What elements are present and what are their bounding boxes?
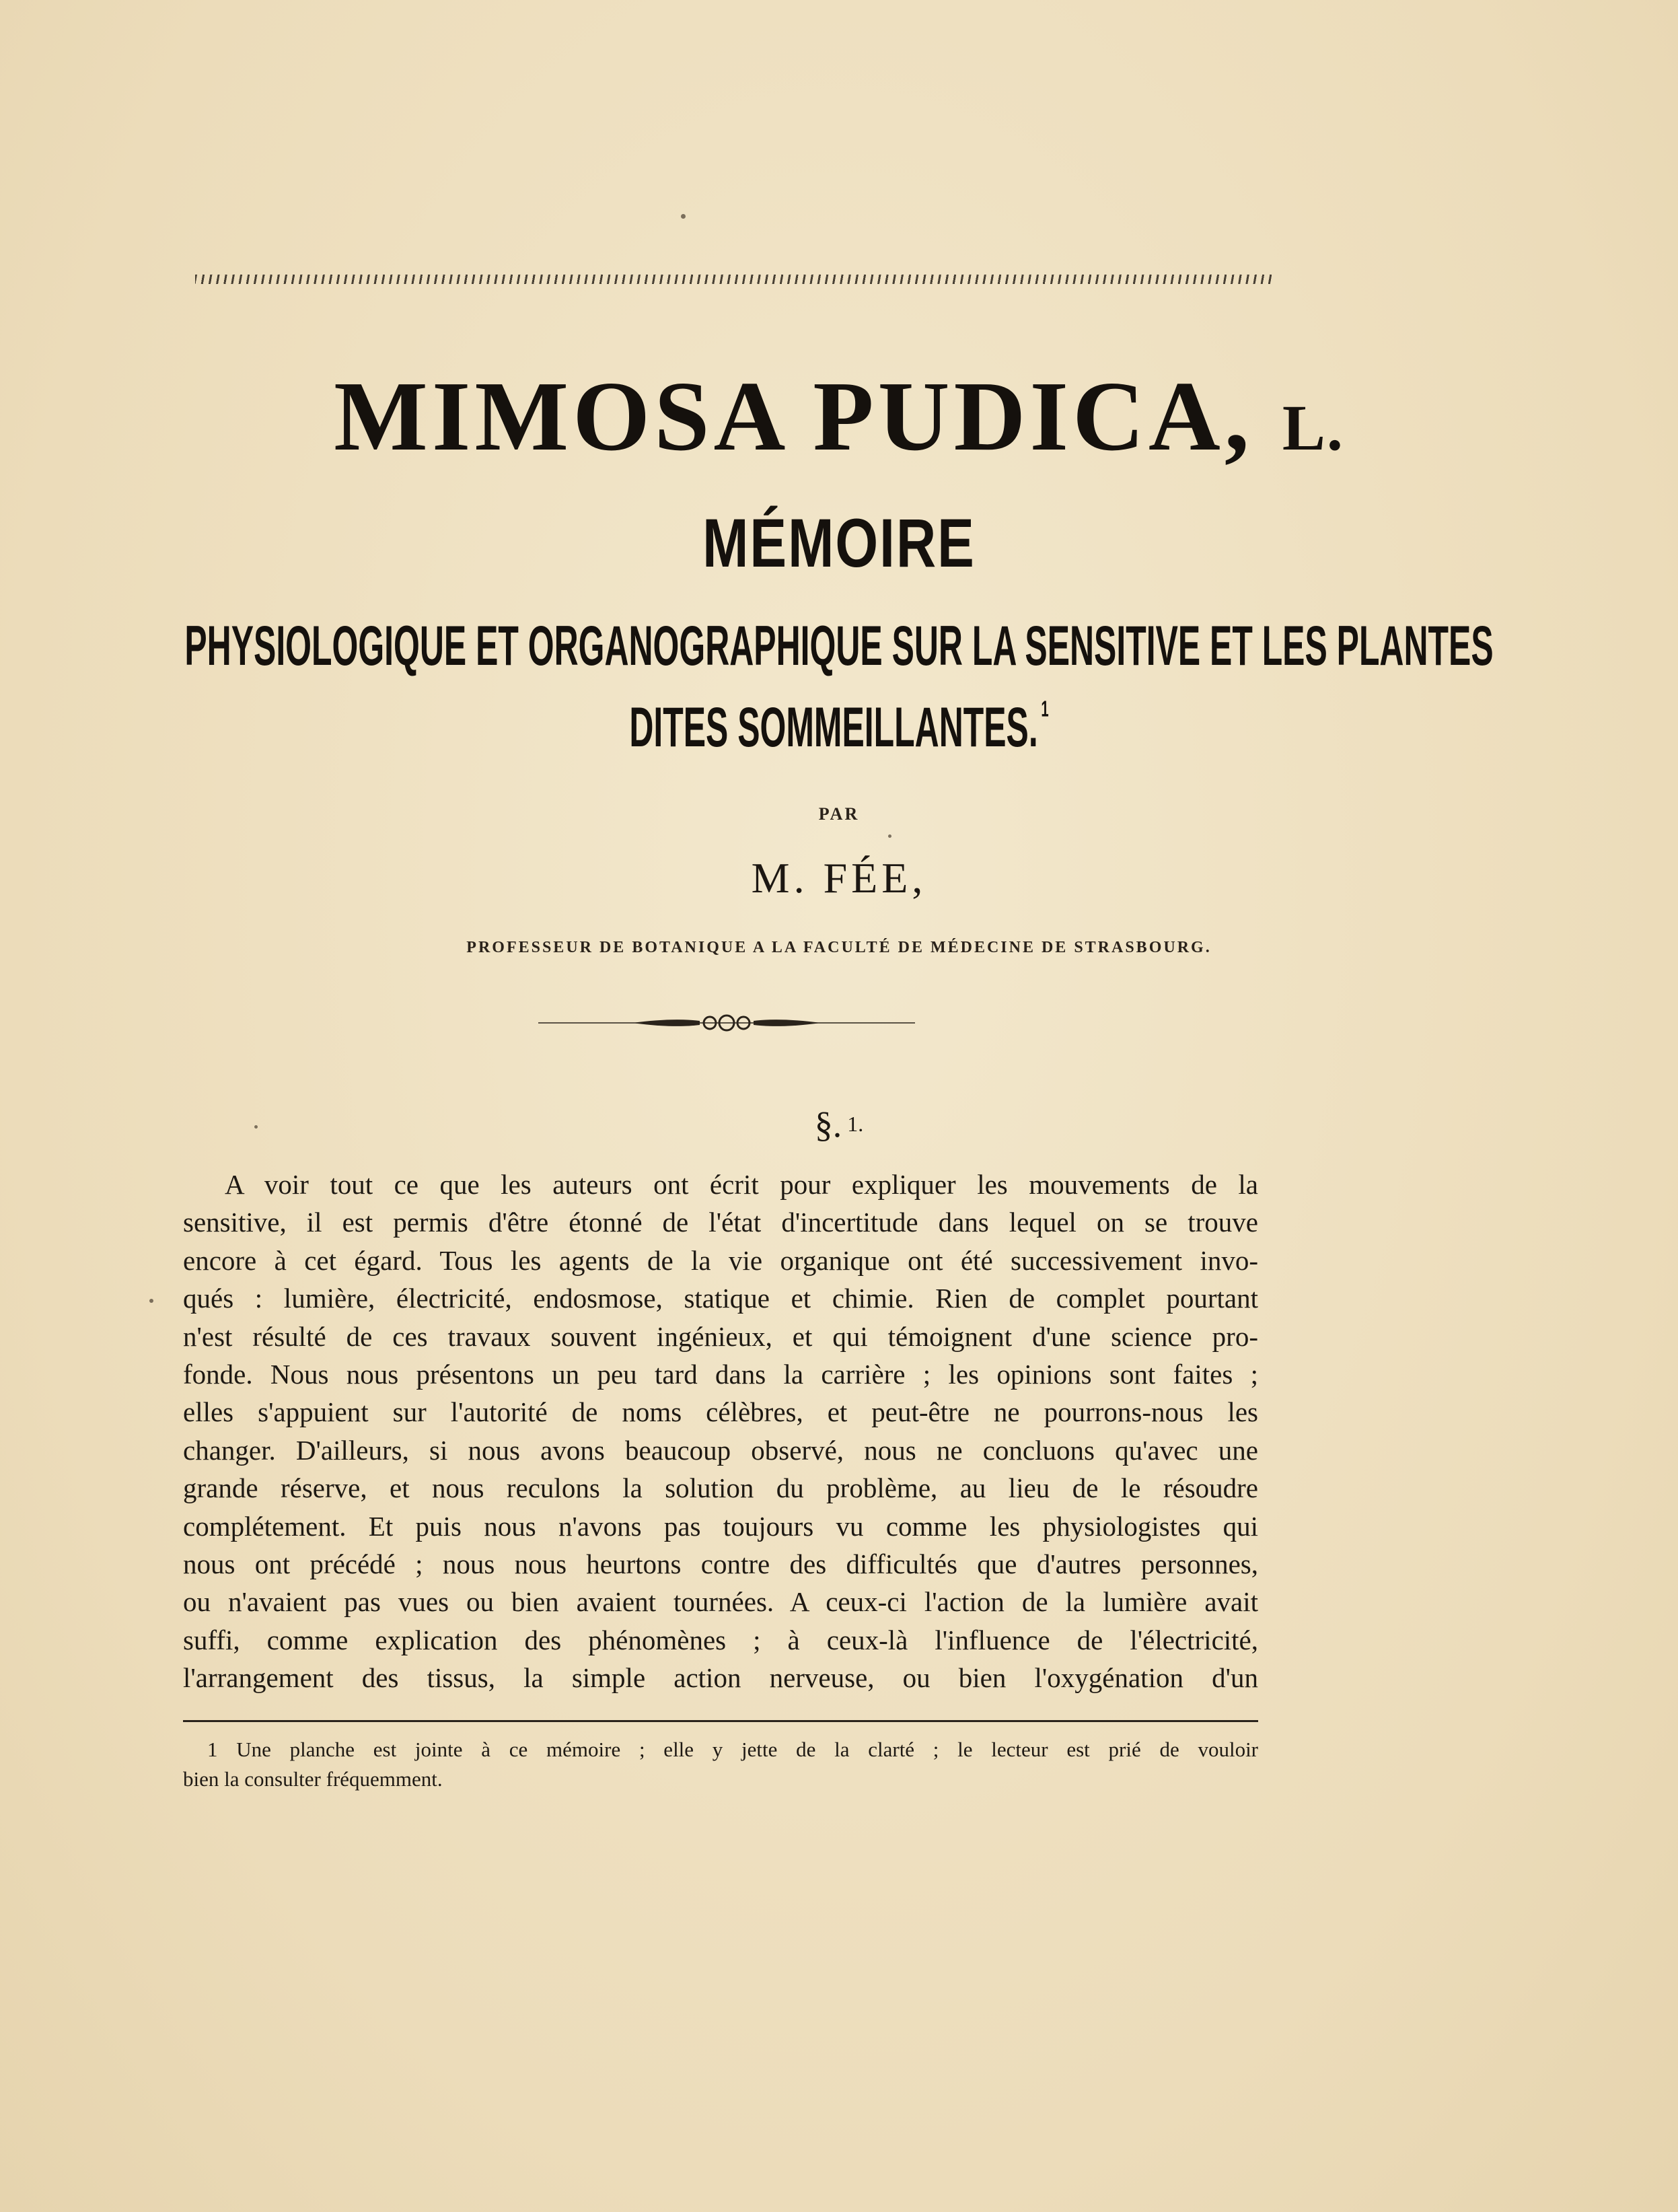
decorative-top-rule <box>195 275 1272 284</box>
body-line: l'arrangement des tissus, la simple action nerveuse, ou bien l'oxygénation d'un <box>183 1662 1258 1694</box>
footnote-reference: 1 <box>1041 695 1049 722</box>
body-line: sensitive, il est permis d'être étonné de l'état d'incertitude dans lequel on se trouve <box>183 1207 1258 1238</box>
footnote <box>183 1735 1258 1794</box>
section-number: 1. <box>847 1112 864 1136</box>
body-line: ou n'avaient pas vues ou bien avaient tournées. A ceux-ci l'action de la lumière avait <box>183 1586 1258 1618</box>
section-heading <box>0 1104 1678 1145</box>
by-label: PAR <box>818 804 860 824</box>
author-affiliation: PROFESSEUR DE BOTANIQUE A LA FACULTÉ DE MÉDECINE DE STRASBOURG. <box>466 939 1212 956</box>
body-line: A voir tout ce que les auteurs ont écrit pour expliquer les mouvements de la <box>225 1169 1258 1200</box>
subtitle-line-1: PHYSIOLOGIQUE ET ORGANOGRAPHIQUE SUR LA SENSITIVE ET LES PLANTES <box>184 614 1494 678</box>
body-line: encore à cet égard. Tous les agents de la vie organique ont été successivement invo- <box>183 1244 1258 1276</box>
body-paragraph <box>183 1166 1258 1697</box>
ornament-divider <box>538 1009 915 1036</box>
paper-speck <box>888 834 891 838</box>
author-name: M. FÉE, <box>751 854 927 902</box>
section-symbol: §. <box>814 1104 842 1145</box>
body-line: fonde. Nous nous présentons un peu tard dans la carrière ; les opinions sont faites ; <box>183 1358 1258 1390</box>
body-line: n'est résulté de ces travaux souvent ingénieux, et qui témoignent d'une science pro- <box>183 1320 1258 1352</box>
body-line: qués : lumière, électricité, endosmose, statique et chimie. Rien de complet pourtant <box>183 1283 1258 1314</box>
footnote-line-1: 1 Une planche est jointe à ce mémoire ; elle y jette de la clarté ; le lecteur est prié de vouloir <box>207 1738 1258 1761</box>
main-title-text: MIMOSA PUDICA, <box>334 361 1253 472</box>
body-line: suffi, comme explication des phénomènes ; à ceux-là l'influence de l'électricité, <box>183 1624 1258 1655</box>
body-line: grande réserve, et nous reculons la solution du problème, au lieu de le résoudre <box>183 1472 1258 1504</box>
footnote-rule <box>183 1720 1258 1722</box>
paper-speck <box>254 1125 258 1129</box>
subtitle-line-2-text: DITES SOMMEILLANTES. <box>629 695 1038 758</box>
memoire-heading: MÉMOIRE <box>702 505 976 582</box>
main-title-suffix: L. <box>1282 392 1344 464</box>
paper-speck <box>149 1299 153 1303</box>
body-line: elles s'appuient sur l'autorité de noms célèbres, et peut-être ne pourrons-nous les <box>183 1396 1258 1428</box>
body-line: complétement. Et puis nous n'avons pas toujours vu comme les physiologistes qui <box>183 1510 1258 1542</box>
paper-speck <box>681 214 686 219</box>
body-line: nous ont précédé ; nous nous heurtons contre des difficultés que d'autres personnes, <box>183 1548 1258 1579</box>
footnote-line-2: bien la consulter fréquemment. <box>183 1767 443 1791</box>
body-line: changer. D'ailleurs, si nous avons beaucoup observé, nous ne concluons qu'avec une <box>183 1434 1258 1466</box>
subtitle-line-2 <box>184 695 1493 758</box>
main-title <box>0 361 1678 472</box>
